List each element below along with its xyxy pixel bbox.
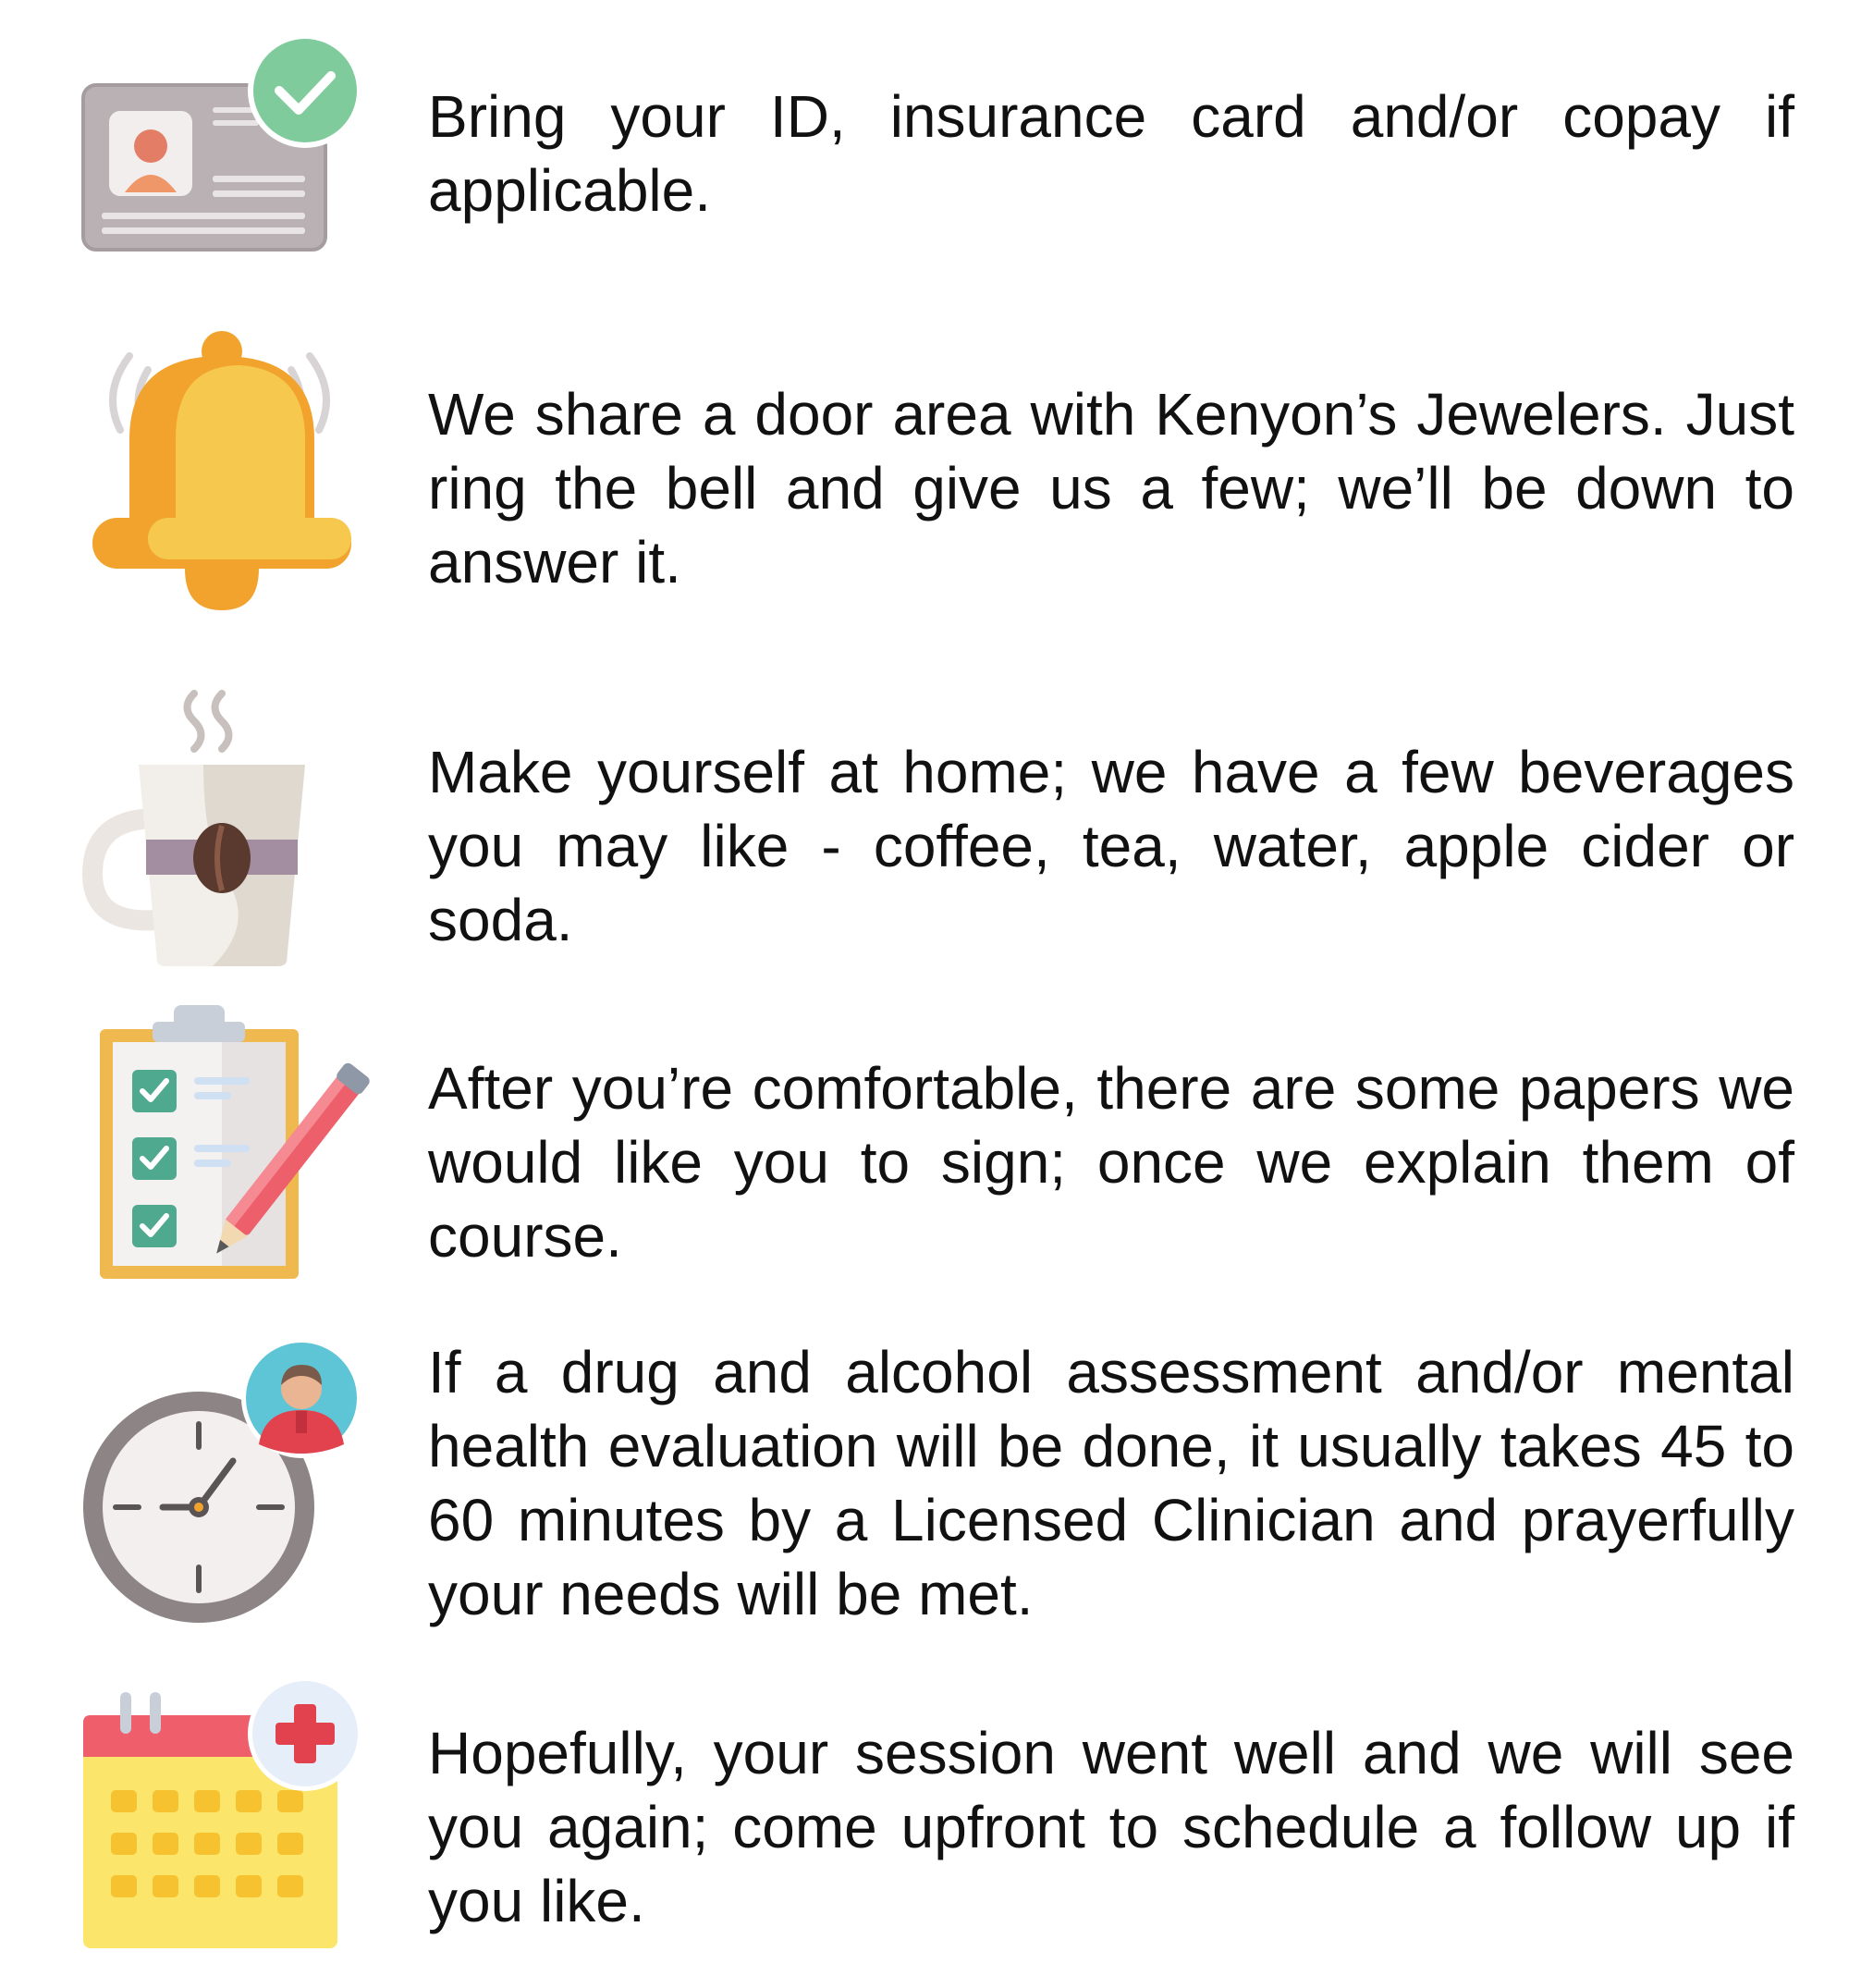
clock-clinician-icon (74, 1341, 370, 1637)
item-text: After you’re comfortable, there are some papers we would like you to sign; once we explain them of course. (428, 1055, 1794, 1270)
item-bell (0, 328, 1861, 624)
item-beverages (0, 689, 1861, 971)
item-assessment (0, 1341, 1861, 1637)
item-follow-up (0, 1674, 1861, 1960)
coffee-cup-icon (74, 689, 370, 971)
item-text: Make yourself at home; we have a few beverages you may like - coffee, tea, water, apple cider or soda. (428, 739, 1794, 953)
medical-calendar-icon (74, 1674, 370, 1960)
id-card-check-icon (74, 28, 370, 268)
item-text: We share a door area with Kenyon’s Jewelers. Just ring the bell and give us a few; we’ll be down to answer it. (428, 381, 1794, 595)
item-text: Bring your ID, insurance card and/or copay if applicable. (428, 83, 1794, 224)
item-papers (0, 1003, 1861, 1290)
clipboard-checklist-pencil-icon (74, 1003, 370, 1290)
bell-icon (74, 328, 370, 624)
item-id (0, 28, 1861, 268)
item-text: If a drug and alcohol assessment and/or mental health evaluation will be done, it usually takes 45 to 60 minutes by a Licensed Clinician and prayerfully your needs will be met. (428, 1339, 1794, 1627)
item-text: Hopefully, your session went well and we will see you again; come upfront to schedule a follow up if you like. (428, 1720, 1794, 1934)
